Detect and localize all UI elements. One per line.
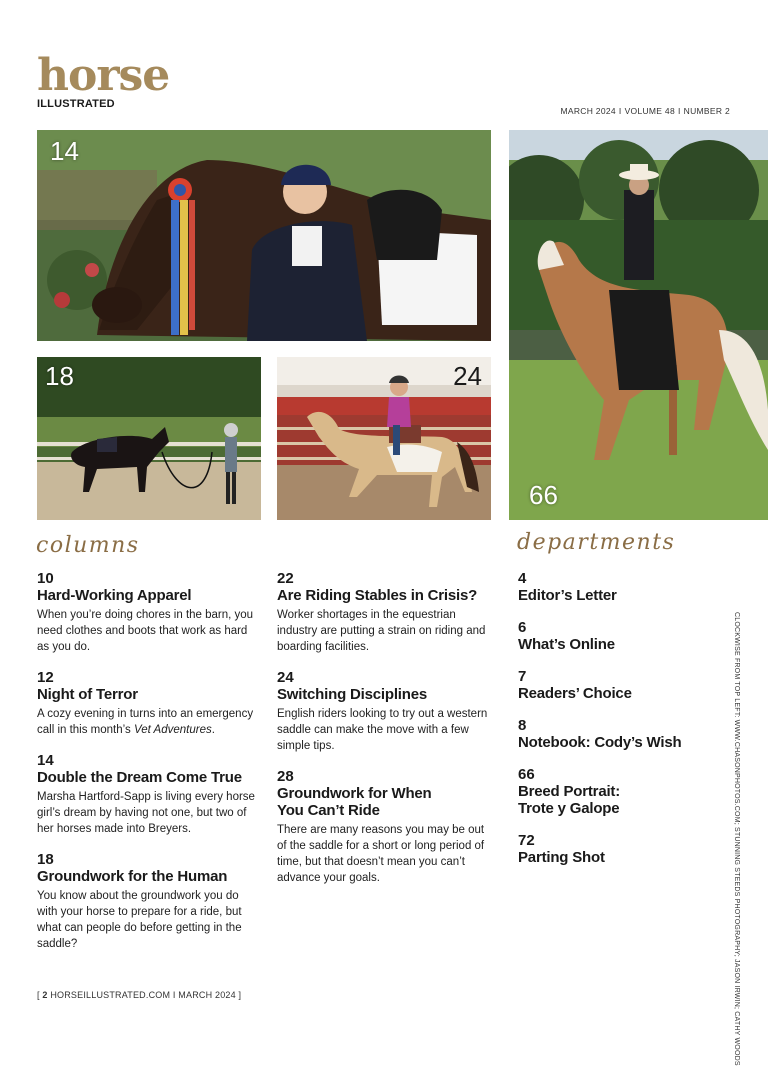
photo-western-image [509, 130, 768, 520]
issue-info [560, 106, 730, 116]
photo-arena-rider [277, 357, 491, 520]
toc-entry[interactable] [277, 769, 491, 886]
toc-title: Readers’ Choice [518, 685, 632, 702]
toc-title: You Can’t Ride [277, 802, 380, 819]
toc-entry[interactable] [37, 571, 259, 655]
toc-title: Editor’s Letter [518, 587, 617, 604]
toc-page-number: 6 [518, 619, 527, 636]
photo-page-number: 14 [50, 136, 79, 166]
toc-description: Worker shortages in the equestrian industry are putting a strain on riding and boarding facilities. [277, 609, 486, 653]
departments-heading: departments [517, 530, 676, 555]
photo-western-rider [509, 130, 768, 520]
logo-subtitle: ILLUSTRATED [37, 98, 115, 110]
toc-title: What’s Online [518, 636, 615, 653]
toc-title: Groundwork for the Human [37, 868, 228, 885]
toc-entry[interactable] [518, 571, 723, 604]
toc-title: Notebook: Cody’s Wish [518, 734, 682, 751]
toc-page-number: 4 [518, 570, 527, 587]
toc-title: Night of Terror [37, 686, 138, 703]
issue-separator: I [618, 106, 622, 116]
photo-credit: CLOCKWISE FROM TOP LEFT: WWW.CHASONPHOTOS.COM; STUNNING STEEDS PHOTOGRAPHY; JASON IRWIN; CATHY WOODS [733, 612, 740, 1066]
toc-entry[interactable] [37, 670, 259, 738]
photo-dressage-image [37, 130, 491, 341]
toc-description: You know about the groundwork you do with your horse to prepare for a ride, but what can people do before getting in the saddle? [37, 890, 242, 950]
issue-volume: VOLUME 48 [624, 106, 675, 116]
toc-entry[interactable] [37, 852, 259, 952]
desc-emphasis: Vet Adventures [133, 724, 212, 736]
issue-date: MARCH 2024 [560, 106, 616, 116]
toc-page-number: 8 [518, 717, 527, 734]
toc-title: Switching Disciplines [277, 686, 427, 703]
page-footer [37, 990, 241, 1000]
footer-date: MARCH 2024 [178, 990, 236, 1000]
toc-title: Are Riding Stables in Crisis? [277, 587, 478, 604]
toc-entry[interactable] [37, 753, 259, 837]
toc-title: Parting Shot [518, 849, 605, 866]
toc-title: Hard-Working Apparel [37, 587, 192, 604]
toc-entry[interactable] [277, 670, 491, 754]
masthead-logo [37, 50, 170, 110]
toc-page-number: 66 [518, 766, 535, 783]
photo-page-number: 18 [45, 361, 74, 391]
footer-site[interactable]: HORSEILLUSTRATED.COM [50, 990, 171, 1000]
toc-entry[interactable] [277, 571, 491, 655]
columns-left [37, 571, 259, 967]
footer-bracket: ] [238, 990, 242, 1000]
toc-page-number: 14 [37, 752, 54, 769]
columns-middle [277, 571, 491, 901]
photo-page-number: 66 [529, 480, 558, 510]
toc-page-number: 22 [277, 570, 294, 587]
issue-number: NUMBER 2 [683, 106, 730, 116]
footer-divider: I [172, 990, 176, 1000]
toc-page-number: 72 [518, 832, 535, 849]
toc-title: Trote y Galope [518, 800, 620, 817]
toc-page-number: 24 [277, 669, 294, 686]
toc-entry[interactable] [518, 620, 723, 653]
photo-page-number: 24 [453, 361, 482, 391]
toc-page-number: 10 [37, 570, 54, 587]
toc-entry[interactable] [518, 767, 723, 817]
toc-description: Marsha Hartford-Sapp is living every horse girl’s dream by having not one, but two of her horses made into Breyers. [37, 791, 255, 835]
toc-title: Double the Dream Come True [37, 769, 242, 786]
departments-list [518, 571, 723, 882]
toc-description: English riders looking to try out a western saddle can make the move with a few simple tips. [277, 708, 488, 752]
footer-bracket: [ [37, 990, 40, 1000]
photo-groundwork [37, 357, 261, 520]
issue-separator: I [678, 106, 681, 116]
toc-title: Groundwork for When [277, 785, 432, 802]
toc-page-number: 7 [518, 668, 527, 685]
toc-entry[interactable] [518, 833, 723, 866]
desc-text: A cozy evening in turns into an emergency call in this month’s [37, 708, 254, 736]
footer-page-number: 2 [42, 990, 48, 1000]
columns-heading: columns [36, 533, 140, 558]
toc-description [37, 706, 259, 738]
toc-entry[interactable] [518, 669, 723, 702]
toc-page-number: 12 [37, 669, 54, 686]
toc-description: There are many reasons you may be out of the saddle for a short or long period of time, but that doesn’t mean you can’t advance your goals. [277, 824, 485, 884]
desc-text: . [211, 724, 215, 736]
toc-description: When you’re doing chores in the barn, you need clothes and boots that work as hard as you do. [37, 609, 254, 653]
photo-dressage-rider [37, 130, 491, 341]
toc-entry[interactable] [518, 718, 723, 751]
toc-page-number: 28 [277, 768, 294, 785]
toc-title: Breed Portrait: [518, 783, 621, 800]
toc-page-number: 18 [37, 851, 54, 868]
logo-wordmark: horse [37, 50, 170, 101]
